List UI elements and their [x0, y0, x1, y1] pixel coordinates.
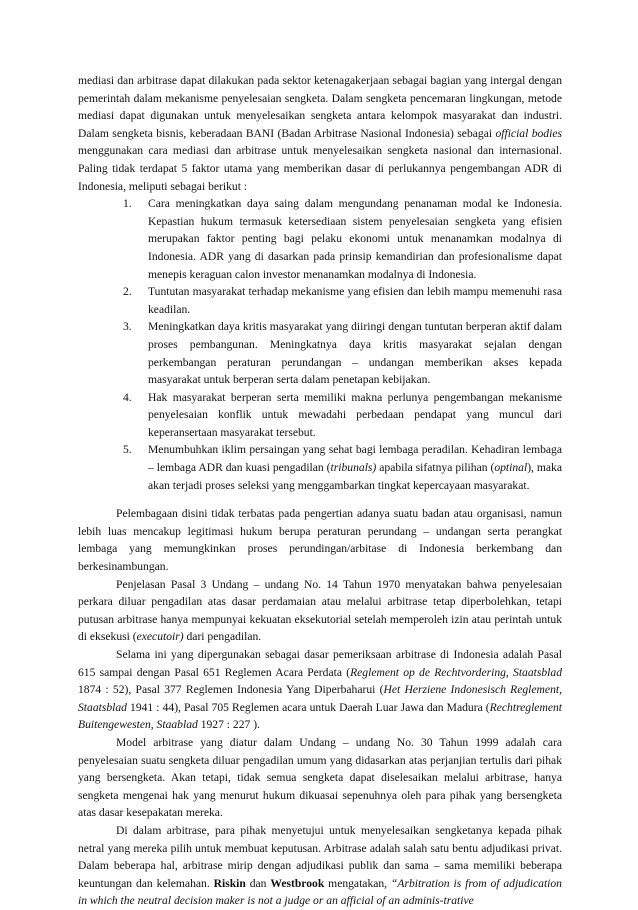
paragraph-penjelasan: Penjelasan Pasal 3 Undang – undang No. 14 Tahun 1970 menyatakan bahwa penyelesaian perkara diluar pengadilan atas dasar perdamaian atau melalui arbitrase tetap diperbolehkan, tetapi putusan arbitrase hanya mempunyai kekuatan eksekutorial setelah memperoleh izin atau perintah untuk di eksekusi (executoir) dari pengadilan.: [78, 577, 562, 644]
author-name: Riskin: [213, 876, 246, 890]
list-item: 1. Cara meningkatkan daya saing dalam mengundang penanaman modal ke Indonesia. Kepastian hukum termasuk ketersediaan sistem penyelesaian sengketa yang efisien merupakan faktor penting bagi pelaku ekonomi untuk menanamkan modalnya di Indonesia. ADR yang di dasarkan pada prinsip kemandirian dan profesionalisme dapat menepis keraguan calon investor menanamkan modalnya di Indonesia.: [123, 197, 562, 281]
paragraph-pelembagaan: Pelembagaan disini tidak terbatas pada pengertian adanya suatu badan atau organisasi, namun lebih luas mencakup legitimasi hukum berupa peraturan perundang – undangan serta perangkat lembaga yang memungkinkan proses perundingan/arbitase di Indonesia berkembang dan berkesinambungan.: [78, 507, 562, 574]
intro-paragraph: mediasi dan arbitrase dapat dilakukan pada sektor ketenagakerjaan sebagai bagian yang intergal dengan pemerintah dalam mekanisme penyelesaian sengketa. Dalam sengketa pencemaran lingkungan, metode mediasi dapat digunakan untuk menyelesaikan sengketa antara kelompok masyarakat dan industri. Dalam sengketa bisnis, keberadaan BANI (Badan Arbitrase Nasional Indonesia) sebagai official bodies menggunakan cara mediasi dan arbitrase untuk menyelesaikan sengketa nasional dan internasional. Paling tidak terdapat 5 faktor utama yang memberikan dasar di perlukannya pengembangan ADR di Indonesia, meliputi sebagai berikut :: [78, 74, 562, 193]
paragraph-model-arbitrase: Model arbitrase yang diatur dalam Undang – undang No. 30 Tahun 1999 adalah cara penyelesaian suatu sengketa diluar pengadilan umum yang didasarkan atas perjanjian tertulis dari pihak yang bersengketa. Akan tetapi, tidak semua sengketa dapat diselesaikan melalui arbitrase, hanya sengketa mengenai hak yang menurut hukum dikuasai sepenuhnya oleh para pihak yang bersengketa atas dasar kesepakatan mereka.: [78, 735, 562, 820]
italic-term: official bodies: [495, 126, 562, 140]
paragraph-di-dalam-arbitrase: Di dalam arbitrase, para pihak menyetujui untuk menyelesaikan sengketanya kepada pihak netral yang mereka pilih untuk membuat keputusan. Arbitrase adalah salah satu bentu adjudikasi privat. Dalam beberapa hal, arbitrase mirip dengan adjudikasi publik dan sama – sama memiliki beberapa keuntungan dan kelemahan. Riskin dan Westbrook mengatakan, “Arbitration is from of adjudication in which the neutral decision maker is not a judge or an afficial of an adminis-trative: [78, 823, 562, 908]
list-number: 3.: [123, 320, 132, 334]
list-item: 4. Hak masyarakat berperan serta memiliki makna perlunya pengembangan mekanisme penyelesaian konflik untuk mewadahi perbedaan pendapat yang muncul dari keperansertaan masyarakat tersebut.: [123, 390, 562, 439]
italic-term: optinal: [494, 461, 528, 475]
list-number: 1.: [123, 197, 132, 211]
author-name: Westbrook: [270, 876, 325, 890]
list-item: 5. Menumbuhkan iklim persaingan yang sehat bagi lembaga peradilan. Kehadiran lembaga – lembaga ADR dan kuasi pengadilan (tribunals) apabila sifatnya pilihan (optinal), maka akan terjadi proses seleksi yang menggambarkan tingkat kepercayaan masyarakat.: [123, 443, 563, 492]
list-number: 5.: [123, 443, 132, 457]
italic-term: Reglement op de Rechtvordering, Staatsblad: [350, 665, 562, 679]
italic-term: Het Herziene Indonesisch Reglement, Staatsblad: [78, 683, 562, 714]
italic-term: tribunals): [330, 461, 377, 475]
italic-term: Rechtreglement Buitengewesten, Staablad: [78, 700, 562, 732]
list-item: 3. Meningkatkan daya kritis masyarakat yang diiringi dengan tuntutan berperan aktif dalam proses pembangunan. Meningkatnya daya kritis masyarakat sejalan dengan perkembangan peraturan perundangan – undangan memberikan akses kepada masyarakat untuk berperan serta dalam penetapan kebijakan.: [123, 320, 562, 387]
paragraph-dasar-pemeriksaan: Selama ini yang dipergunakan sebagai dasar pemeriksaan arbitrase di Indonesia adalah Pasal 615 sampai dengan Pasal 651 Reglemen Acara Perdata (Reglement op de Rechtvordering, Staatsblad 1874 : 52), Pasal 377 Reglemen Indonesia Yang Diperbaharui (Het Herziene Indonesisch Reglement, Staatsblad 1941 : 44), Pasal 705 Reglemen acara untuk Daerah Luar Jawa dan Madura (Rechtreglement Buitengewesten, Staablad 1927 : 227 ).: [78, 648, 562, 732]
list-number: 2.: [123, 285, 132, 299]
list-item: 2. Tuntutan masyarakat terhadap mekanisme yang efisien dan lebih mampu memenuhi rasa keadilan.: [123, 285, 562, 316]
list-number: 4.: [123, 390, 132, 404]
italic-quote: “Arbitration is from of adjudication in which the neutral decision maker is not a judge or an afficial of an adminis-trative: [78, 876, 562, 908]
factor-list: [78, 195, 562, 494]
paragraph-gap: [78, 494, 562, 505]
italic-term: executoir): [136, 630, 184, 644]
